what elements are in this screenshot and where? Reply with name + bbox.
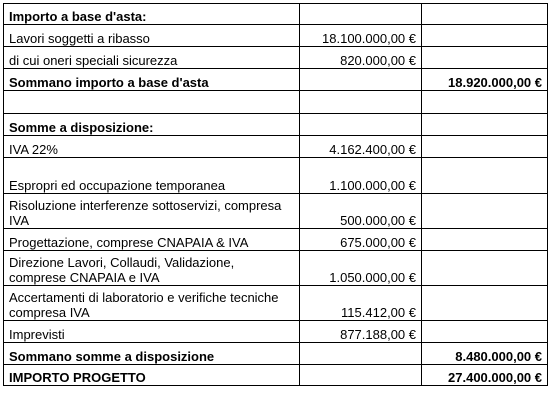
table-row: [4, 286, 548, 321]
row-total: 27.400.000,00 €: [422, 365, 548, 386]
row-amount: [300, 4, 422, 25]
row-amount: [300, 343, 422, 365]
row-label: Direzione Lavori, Collaudi, Validazione, comprese CNAPAIA e IVA: [4, 251, 300, 286]
row-amount: 877.188,00 €: [300, 321, 422, 343]
row-label: Progettazione, comprese CNAPAIA & IVA: [4, 229, 300, 251]
row-label: Sommano somme a disposizione: [4, 343, 300, 365]
row-total: [422, 286, 548, 321]
table-row: [4, 4, 548, 25]
table-row: [4, 91, 548, 114]
row-total: [422, 136, 548, 158]
row-total: [422, 158, 548, 194]
row-total: [422, 47, 548, 69]
row-amount: 675.000,00 €: [300, 229, 422, 251]
row-amount: 820.000,00 €: [300, 47, 422, 69]
row-label: Risoluzione interferenze sottoservizi, compresa IVA: [4, 194, 300, 229]
row-total: [422, 251, 548, 286]
row-label: IMPORTO PROGETTO: [4, 365, 300, 386]
table-row: [4, 136, 548, 158]
budget-table: [3, 3, 548, 386]
row-label: IVA 22%: [4, 136, 300, 158]
row-label: Somme a disposizione:: [4, 114, 300, 136]
row-total: 18.920.000,00 €: [422, 69, 548, 91]
table-row: [4, 229, 548, 251]
row-label: Accertamenti di laboratorio e verifiche tecniche compresa IVA: [4, 286, 300, 321]
row-total: [422, 229, 548, 251]
row-label: Espropri ed occupazione temporanea: [4, 158, 300, 194]
table-row: [4, 47, 548, 69]
table-row: [4, 194, 548, 229]
row-amount: 115.412,00 €: [300, 286, 422, 321]
row-total: [422, 91, 548, 114]
table-row: [4, 158, 548, 194]
row-amount: 1.100.000,00 €: [300, 158, 422, 194]
row-label: di cui oneri speciali sicurezza: [4, 47, 300, 69]
row-amount: 18.100.000,00 €: [300, 25, 422, 47]
table-row: [4, 69, 548, 91]
row-amount: [300, 69, 422, 91]
row-total: [422, 321, 548, 343]
row-label: [4, 91, 300, 114]
table-row: [4, 365, 548, 386]
row-amount: [300, 91, 422, 114]
row-label: Sommano importo a base d'asta: [4, 69, 300, 91]
row-total: [422, 114, 548, 136]
table-row: [4, 114, 548, 136]
table-row: [4, 251, 548, 286]
table-row: [4, 25, 548, 47]
table-row: [4, 343, 548, 365]
row-total: 8.480.000,00 €: [422, 343, 548, 365]
row-total: [422, 25, 548, 47]
row-label: Importo a base d'asta:: [4, 4, 300, 25]
row-label: Imprevisti: [4, 321, 300, 343]
row-amount: 500.000,00 €: [300, 194, 422, 229]
row-label: Lavori soggetti a ribasso: [4, 25, 300, 47]
row-total: [422, 194, 548, 229]
row-total: [422, 4, 548, 25]
row-amount: [300, 114, 422, 136]
row-amount: 1.050.000,00 €: [300, 251, 422, 286]
table-row: [4, 321, 548, 343]
row-amount: 4.162.400,00 €: [300, 136, 422, 158]
row-amount: [300, 365, 422, 386]
